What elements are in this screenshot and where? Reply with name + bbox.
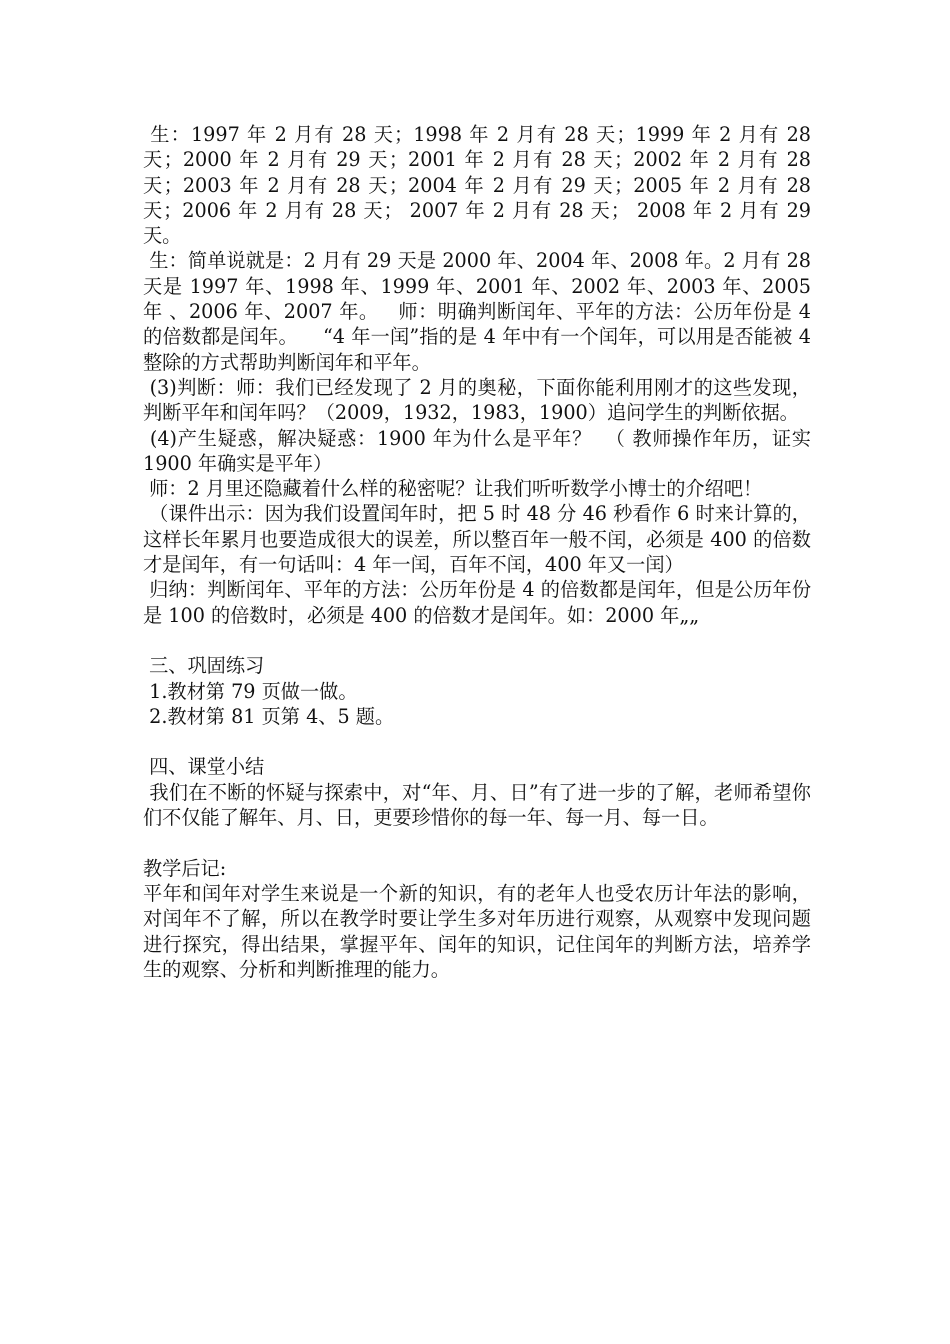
document-body: [143, 122, 818, 982]
blank-line: [143, 830, 811, 855]
summary-paragraph: 我们在不断的怀疑与探索中，对“年、月、日”有了进一步的了解，老师希望你们不仅能了解年、月、日，更要珍惜你的每一年、每一月、每一日。: [143, 780, 811, 830]
teacher-question-paragraph: 师：2 月里还隐藏着什么样的秘密呢？让我们听听数学小博士的介绍吧！: [143, 477, 763, 501]
afterword-paragraph: 平年和闰年对学生来说是一个新的知识，有的老年人也受农历计年法的影响，对闰年不了解，所以在教学时要让学生多对年历进行观察，从观察中发现问题进行探究，得出结果，掌握平年、闰年的知识，记住闰年的判断方法，培养学生的观察、分析和判断推理的能力。: [143, 881, 811, 981]
practice-item-1: 1.教材第 79 页做一做。: [143, 679, 358, 703]
doubt-paragraph: (4)产生疑惑，解决疑惑：1900 年为什么是平年？ （ 教师操作年历，证实 1900 年确实是平年）: [143, 426, 818, 475]
student-summary-paragraph: 生：简单说就是：2 月有 29 天是 2000 年、2004 年、2008 年。2 月有 28 天是 1997 年、1998 年、1999 年、2001 年、2002 年、2003 年、2005 年 、2006 年、2007 年。 师：明确判断闰年、平年的方法：公历年份是 4 的倍数都是闰年。 “4 年一闰”指的是 4 年中有一个闰年，可以用是否能被 4 整除的方式帮助判断闰年和平年。: [143, 249, 818, 374]
student-answer-paragraph: 生：1997 年 2 月有 28 天；1998 年 2 月有 28 天；1999 年 2 月有 28 天；2000 年 2 月有 29 天；2001 年 2 月有 28 天；2002 年 2 月有 28 天；2003 年 2 月有 28 天；2004 年 2 月有 29 天；2005 年 2 月有 28 天；2006 年 2 月有 28 天； 2007 年 2 月有 28 天； 2008 年 2 月有 29 天。: [143, 123, 818, 248]
afterword-heading: 教学后记:: [143, 856, 227, 880]
section-heading-summary: 四、课堂小结: [143, 755, 265, 779]
courseware-paragraph: （课件出示：因为我们设置闰年时，把 5 时 48 分 46 秒看作 6 时来计算的，这样长年累月也要造成很大的误差，所以整百年一般不闰，必须是 400 的倍数才是闰年，有一句话叫：4 年一闰，百年不闰，400 年又一闰）: [143, 502, 811, 577]
section-heading-practice: 三、巩固练习: [143, 654, 265, 678]
practice-item-2: 2.教材第 81 页第 4、5 题。: [143, 704, 395, 728]
blank-line: [143, 729, 811, 754]
judgement-paragraph: (3)判断：师：我们已经发现了 2 月的奥秘，下面你能利用刚才的这些发现，判断平年和闰年吗？（2009，1932，1983，1900）追问学生的判断依据。: [143, 375, 811, 425]
conclusion-paragraph: 归纳：判断闰年、平年的方法：公历年份是 4 的倍数都是闰年，但是公历年份是 100 的倍数时，必须是 400 的倍数才是闰年。如：2000 年„„: [143, 578, 812, 627]
blank-line: [143, 628, 811, 653]
